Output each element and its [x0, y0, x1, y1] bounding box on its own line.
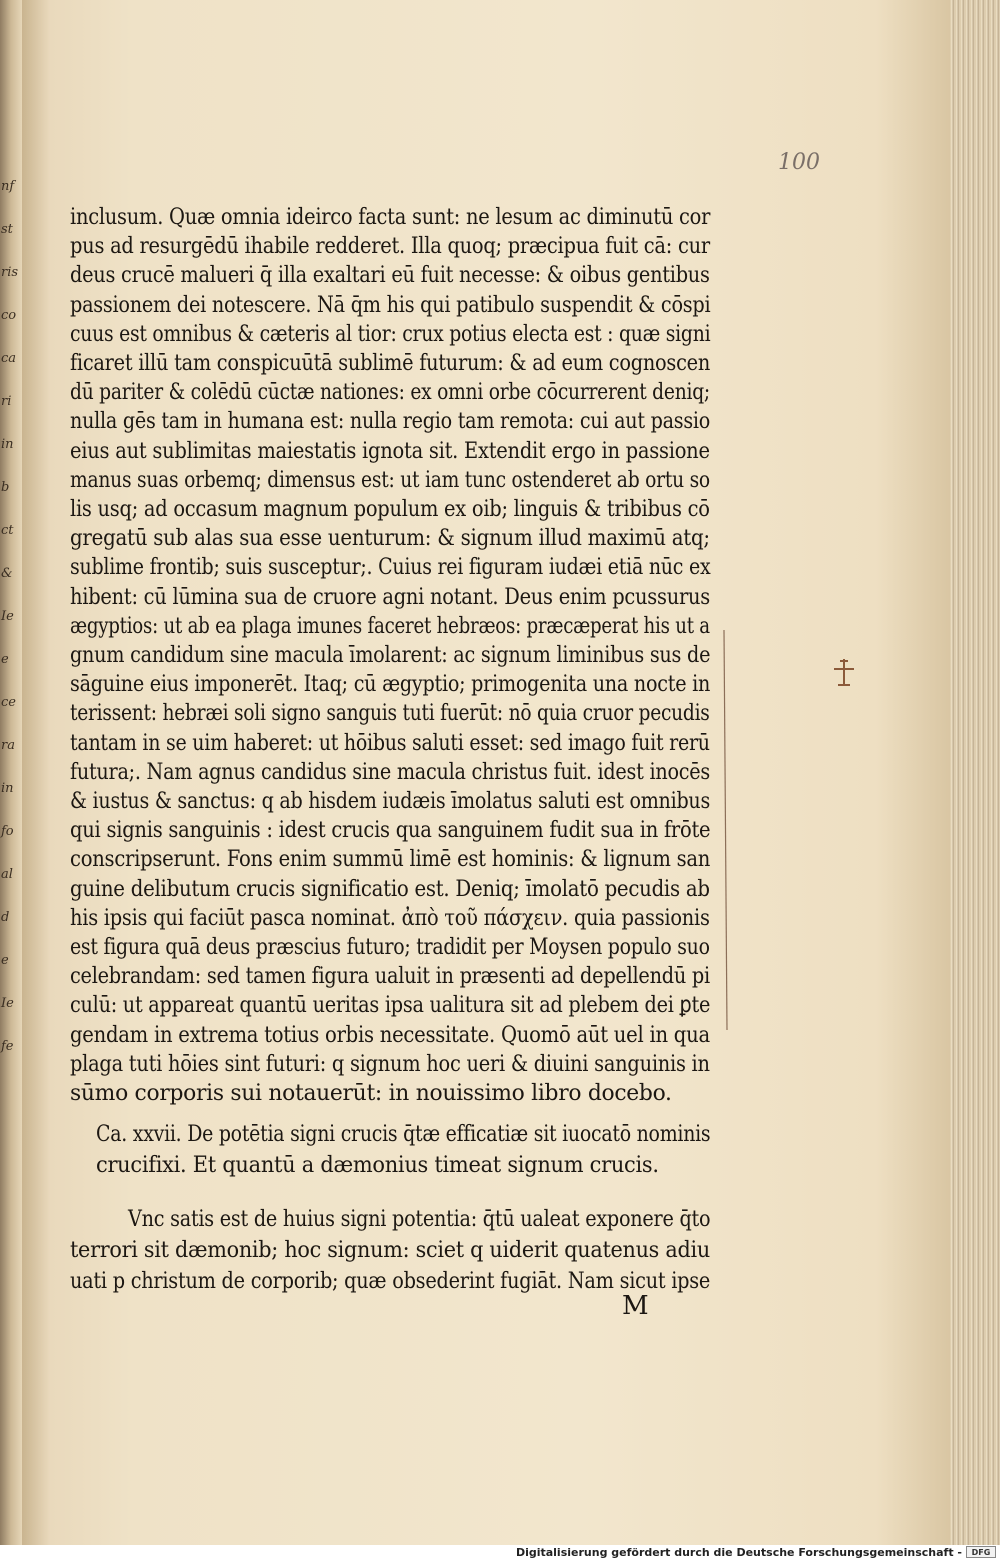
folio-number: 100: [778, 150, 820, 175]
page-fore-edge: [950, 0, 1000, 1545]
body-line: plaga tuti hōies sint futuri: q signum hoc ueri & diuini sanguinis in: [70, 1051, 710, 1077]
facing-page-fragment: co: [1, 308, 17, 323]
body-line: guine delibutum crucis significatio est. Deniq; īmolatō pecudis ab: [70, 876, 710, 902]
body-line: futura;. Nam agnus candidus sine macula christus fuit. idest inocēs: [70, 759, 710, 785]
body-line: ficaret illū tam conspicuūtā sublimē futurum: & ad eum cognoscen: [70, 350, 711, 376]
body-line: dū pariter & colēdū cūctæ nationes: ex omni orbe cōcurrerent deniq;: [70, 379, 710, 405]
facing-page-fragment: ris: [1, 265, 19, 280]
body-line: passionem dei notescere. Nā q̄m his qui patibulo suspendit & cōspi: [70, 292, 711, 318]
facing-page-fragment: e: [1, 652, 9, 667]
facing-page-fragment: Ie: [1, 996, 14, 1011]
dfg-logo: DFG: [966, 1546, 996, 1558]
facing-page-fragment: ce: [1, 695, 16, 710]
body-line: manus suas orbemq; dimensus est: ut iam tunc ostenderet ab ortu so: [70, 467, 710, 493]
facing-page-fragment: ri: [1, 394, 12, 409]
body-line: eius aut sublimitas maiestatis ignota sit. Extendit ergo in passione: [70, 438, 710, 464]
marginal-cross-icon: [831, 657, 857, 687]
body-line: deus crucē malueri q̄ illa exaltari eū fuit necesse: & oibus gentibus: [70, 262, 710, 288]
body-line: sūmo corporis sui notauerūt: in nouissimo libro docebo.: [70, 1080, 672, 1106]
body-line: pus ad resurgēdū ihabile redderet. Illa quoq; præcipua fuit cā: cur: [70, 233, 710, 259]
body-line: ægyptios: ut ab ea plaga imunes faceret hebræos: præcæperat his ut a: [70, 613, 710, 639]
body-line: terissent: hebræi soli signo sanguis tuti fuerūt: nō quia cruor pecudis: [70, 700, 710, 726]
body-line: sublime frontib; suis susceptur;. Cuius rei figuram iudæi etiā nūc ex: [70, 554, 711, 580]
body-line: qui signis sanguinis : idest crucis qua sanguinem fudit sua in frōte: [70, 817, 711, 843]
facing-page-fragment: d: [1, 910, 10, 925]
footer-credit: Digitalisierung gefördert durch die Deutsche Forschungsgemeinschaft -: [515, 1546, 962, 1559]
facing-page-fragment: ra: [1, 738, 15, 753]
chapter-text-line: terrori sit dæmonib; hoc signum: sciet q uiderit quatenus adiu: [70, 1237, 710, 1263]
body-line: conscripserunt. Fons enim summū limē est hominis: & lignum san: [70, 846, 711, 872]
body-line: culū: ut appareat quantū ueritas ipsa ualitura sit ad plebem dei ꝑte: [70, 992, 711, 1018]
facing-page-fragment: e: [1, 953, 9, 968]
body-line: his ipsis qui faciūt pasca nominat. ἀπὸ τοῦ πάσχειν. quia passionis: [70, 905, 710, 931]
facing-page-fragment: b: [1, 480, 10, 495]
signature-mark: M: [622, 1291, 649, 1321]
chapter-heading-line: Ca. xxvii. De potētia signi crucis q̄tæ efficatiæ sit iuocatō nominis: [96, 1121, 711, 1147]
body-line: & iustus & sanctus: q ab hisdem iudæis īmolatus saluti est omnibus: [70, 788, 711, 814]
facing-page-fragment: fo: [1, 824, 14, 839]
facing-page-fragment: in: [1, 437, 14, 452]
body-line: sāguine eius imponerēt. Itaq; cū ægyptio; primogenita una nocte in: [70, 671, 711, 697]
facing-page-fragment: nf: [1, 179, 15, 194]
digitization-footer: [0, 1545, 1000, 1559]
body-line: inclusum. Quæ omnia ideirco facta sunt: ne lesum ac diminutū cor: [70, 204, 711, 230]
facing-page-fragment: st: [1, 222, 13, 237]
facing-page-fragment: ct: [1, 523, 14, 538]
body-line: celebrandam: sed tamen figura ualuit in præsenti ad depellendū pi: [70, 963, 710, 989]
body-line: est figura quā deus præscius futuro; tradidit per Moysen populo suo: [70, 934, 710, 960]
facing-page-fragment: ca: [1, 351, 17, 366]
marginal-bracket-mark: [720, 620, 736, 1040]
facing-page-fragment: fe: [1, 1039, 14, 1054]
body-line: lis usq; ad occasum magnum populum ex oib; linguis & tribibus cō: [70, 496, 710, 522]
chapter-heading-line: crucifixi. Et quantū a dæmonius timeat signum crucis.: [96, 1152, 659, 1178]
body-line: gnum candidum sine macula īmolarent: ac signum liminibus sus de: [70, 642, 711, 668]
facing-page-fragment: &: [1, 566, 13, 581]
body-line: gregatū sub alas sua esse uenturum: & signum illud maximū atq;: [70, 525, 710, 551]
facing-page-fragment: al: [1, 867, 13, 882]
body-line: nulla gēs tam in humana est: nulla regio tam remota: cui aut passio: [70, 408, 711, 434]
chapter-text-line: uati p christum de corporib; quæ obsederint fugiāt. Nam sicut ipse: [70, 1268, 711, 1294]
facing-page-fragment: in: [1, 781, 14, 796]
chapter-text-line: Vnc satis est de huius signi potentia: q̄tū ualeat exponere q̄to: [128, 1206, 711, 1232]
body-line: hibent: cū lūmina sua de cruore agni notant. Deus enim pcussurus: [70, 584, 710, 610]
body-line: tantam in se uim haberet: ut hōibus saluti esset: sed imago fuit rerū: [70, 730, 710, 756]
body-line: cuus est omnibus & cæteris al tior: crux potius electa est : quæ signi: [70, 321, 711, 347]
facing-page-fragment: Ie: [1, 609, 14, 624]
body-line: gendam in extrema totius orbis necessitate. Quomō aūt uel in qua: [70, 1022, 710, 1048]
